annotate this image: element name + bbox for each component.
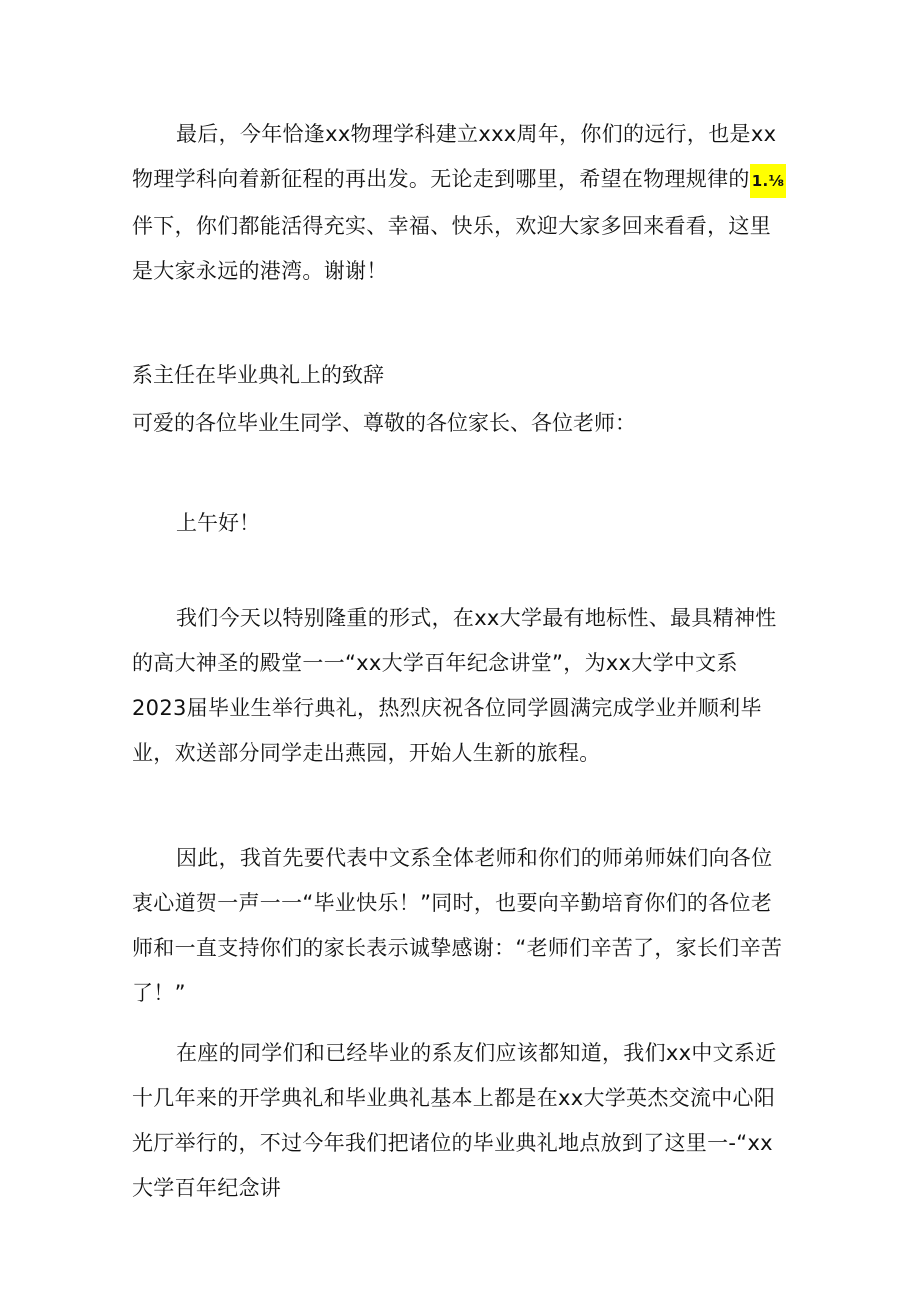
paragraph-congratulations: 因此，我首先要代表中文系全体老师和你们的师弟师妹们向各位衷心道贺一声一一“毕业快乐！”同时，也要向辛勤培育你们的各位老师和一直支持你们的家长表示诚挚感谢：“老师们辛苦了，家长们辛苦了！” — [132, 846, 783, 1005]
paragraph-venue: 在座的同学们和已经毕业的系友们应该都知道，我们xx中文系近十几年来的开学典礼和毕业典礼基本上都是在xx大学英杰交流中心阳光厅举行的，不过今年我们把诸位的毕业典礼地点放到了这里一-“xx大学百年纪念讲 — [132, 1041, 777, 1200]
speech-title: 系主任在毕业典礼上的致辞 — [132, 363, 384, 387]
closing-paragraph — [132, 112, 792, 294]
closing-text-after: 伴下，你们都能活得充实、幸福、快乐，欢迎大家多回来看看，这里是大家永远的港湾。谢谢！ — [132, 214, 771, 283]
closing-text-before: 最后，今年恰逢xx物理学科建立xxx周年，你们的远行，也是xx物理学科向着新征程的再出发。无论走到哪里，希望在物理规律的 — [132, 122, 777, 191]
highlighted-fragment: 1.⅛ — [750, 164, 787, 198]
paragraph-ceremony: 我们今天以特别隆重的形式，在xx大学最有地标性、最具精神性的高大神圣的殿堂一一“xx大学百年纪念讲堂”，为xx大学中文系2023届毕业生举行典礼，热烈庆祝各位同学圆满完成学业并顺利毕业，欢送部分同学走出燕园，开始人生新的旅程。 — [132, 606, 777, 765]
greeting: 上午好！ — [176, 511, 260, 535]
salutation: 可爱的各位毕业生同学、尊敬的各位家长、各位老师： — [132, 411, 636, 435]
